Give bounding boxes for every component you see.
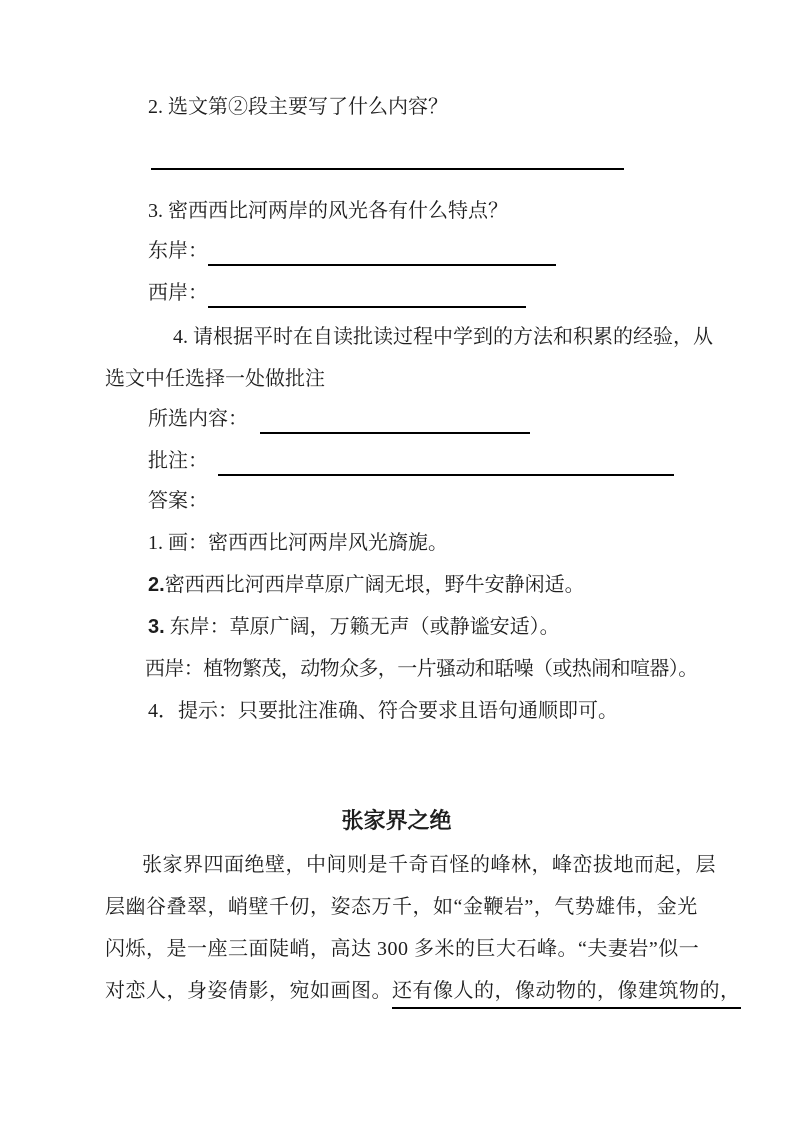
answer-2-text: 密西西比河西岸草原广阔无垠，野牛安静闲适。 [164,574,585,596]
west-bank-label: 西岸： [148,282,208,304]
question-3: 3. 密西西比河两岸的风光各有什么特点？ [148,200,508,222]
annotation-label: 批注： [148,450,208,472]
annotation-blank [218,446,674,476]
passage-line-4-underlined: 还有像人的，像动物的，像建筑物的， [392,980,741,1009]
east-bank-blank [208,236,556,266]
passage-title: 张家界之绝 [341,808,452,833]
answer-4: 4．提示：只要批注准确、符合要求且语句通顺即可。 [148,700,618,722]
answer-2-number: 2. [148,574,165,596]
east-bank-label: 东岸： [148,240,208,262]
selected-content-label: 所选内容： [148,408,248,430]
selected-content-row [148,404,530,434]
annotation-row [148,446,674,476]
passage-line-4-normal: 对恋人，身姿倩影，宛如画图。 [105,980,392,1002]
passage-line-4 [105,976,741,1006]
west-bank-row [148,278,526,308]
answer-3 [148,612,560,642]
answer-3-number: 3. [148,616,165,638]
question-4-line2: 选文中任选择一处做批注 [105,368,325,390]
east-bank-row [148,236,556,266]
question-2: 2. 选文第②段主要写了什么内容？ [148,96,448,118]
answer-2 [148,570,585,600]
answer-1: 1. 画：密西西比河两岸风光旖旎。 [148,532,448,554]
passage-line-1: 张家界四面绝壁，中间则是千奇百怪的峰林，峰峦拔地而起，层 [142,854,716,876]
selected-content-blank [260,404,530,434]
answer-3-west: 西岸：植物繁茂，动物众多，一片骚动和聒噪（或热闹和喧器）。 [145,658,698,680]
question-4-line1: 4. 请根据平时在自读批读过程中学到的方法和积累的经验，从 [173,326,713,348]
answers-heading: 答案： [148,490,208,512]
passage-line-3: 闪烁，是一座三面陡峭，高达 300 多米的巨大石峰。“夫妻岩”似一 [105,938,700,960]
west-bank-blank [208,278,526,308]
answer-3-text: 东岸：草原广阔，万籁无声（或静谧安适）。 [164,616,560,638]
passage-line-2: 层幽谷叠翠，峭壁千仞，姿态万千，如“金鞭岩”，气势雄伟，金光 [105,896,698,918]
question-2-answer-blank [151,140,624,170]
